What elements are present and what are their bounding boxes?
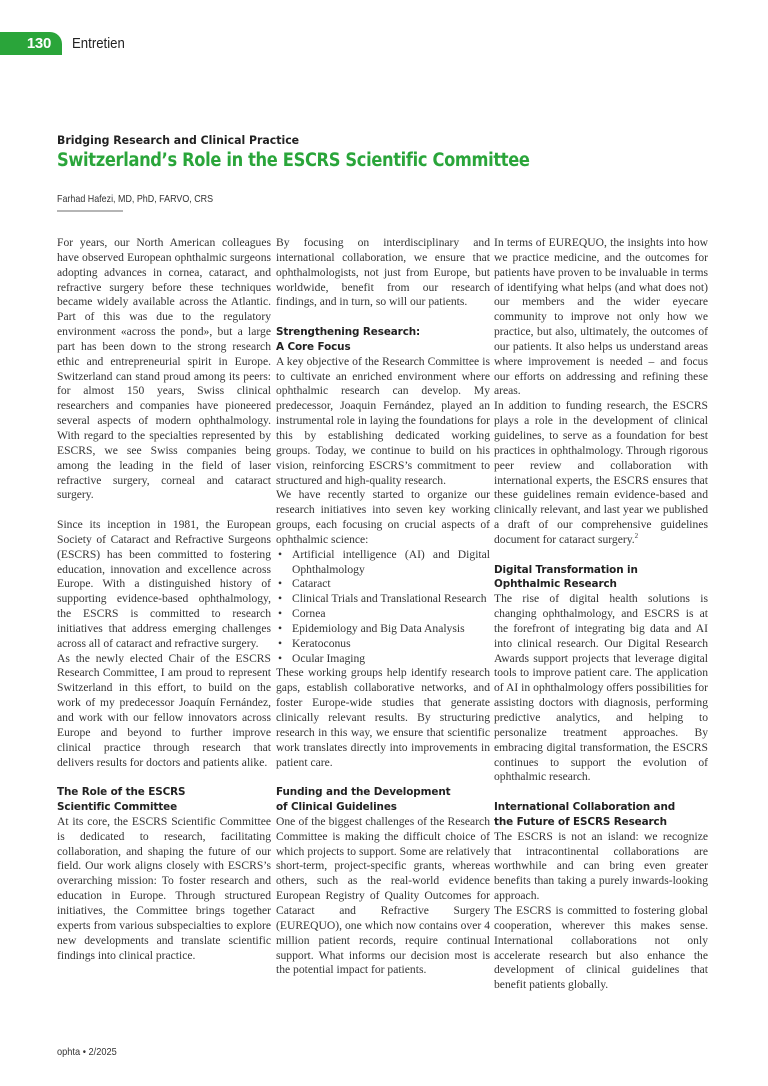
list-item: • Artificial intelligence (AI) and Digital Ophthalmology xyxy=(278,547,490,576)
list-item: • Ocular Imaging xyxy=(278,651,366,665)
article-author: Farhad Hafezi, MD, PhD, FARVO, CRS xyxy=(57,193,214,205)
subheading-line: Strengthening Research: xyxy=(276,326,421,339)
subheading-line: International Collaboration and xyxy=(494,801,676,814)
bullet-icon: • xyxy=(278,651,283,665)
paragraph-with-reference: In addition to funding research, the ESCRS plays a role in the development of clinical guidelines, to serve as a foundation for best practices in ophthalmology. Through rigorous peer review and collaboration with international experts, the ESCRS ensures that these guidelines remain evidence-based and clinically relevant, and last year we published a draft of our comprehensive guidelines document for cataract surgery.$^2$ xyxy=(494,399,708,546)
working-groups-list xyxy=(276,548,490,667)
paragraph: One of the biggest challenges of the Research Committee is making the difficult choice of which projects to support. Some are relatively short-term, project-specific grants, whereas others, such as the real-world evidence European Registry of Quality Outcomes for Cataract and Refractive Surgery (EUREQUO), one which now contains over 4 million patient records, require continual support. What informs our decision most is the potential impact for patients. xyxy=(276,814,490,977)
paragraph: Since its inception in 1981, the European Society of Cataract and Refractive Surgeons (ESCRS) has been committed to fostering education, innovation and excellence across Europe. With a distinguished history of supporting evidence-based ophthalmology, the ESCRS is committed to research initiatives that address emerging challenges across all of cataract and refractive surgery. xyxy=(57,518,271,650)
list-item: • Cataract xyxy=(278,577,331,591)
paragraph: In terms of EUREQUO, the insights into how we practice medicine, and the outcomes for patients have proven to be invaluable in terms of identifying what helps (and what does not) our members and the wider eyecare community to improve not only how we practice, but also, ultimately, the outcomes of our patients. It also helps us understand areas where improvement is needed – and focus our efforts on addressing and refining these areas. xyxy=(494,236,708,398)
paragraph: At its core, the ESCRS Scientific Committee is dedicated to research, facilitating collaboration, and shaping the future of our field. Our work aligns closely with ESCRS’s overarching mission: To foster research and education in Europe. Through structured initiatives, the Committee brings together experts from various subspecialties to explore new developments and translate scientific findings into clinical practice. xyxy=(57,814,271,962)
column-1 xyxy=(57,236,271,963)
bullet-icon: • xyxy=(278,621,283,635)
bullet-icon: • xyxy=(278,607,283,621)
article-kicker: Bridging Research and Clinical Practice xyxy=(57,133,300,147)
subheading-line: A Core Focus xyxy=(276,340,351,353)
subheading-line: Scientific Committee xyxy=(57,801,178,814)
subheading-line: the Future of ESCRS Research xyxy=(494,815,667,828)
page-footer: ophta • 2/2025 xyxy=(57,1046,117,1058)
subheading-digital-transformation xyxy=(494,563,708,593)
subheading-role-of-escrs xyxy=(57,785,271,815)
paragraph: By focusing on interdisciplinary and international collaboration, we ensure that ophthalmologists, not just from Europe, but worldwide, benefit from our research findings, and in turn, so will our patients. xyxy=(276,236,490,309)
paragraph: The rise of digital health solutions is changing ophthalmology, and ESCRS is at the forefront of integrating big data and AI into clinical research. Our Digital Research Awards support projects that leverage digital tools to improve patient care. The application of AI in ophthalmology offers possibilities for assisting doctors with diagnosis, performing predictive analytics, and helping to personalize treatment approaches. By embracing digital transformation, the ESCRS continues to support the evolution of ophthalmic research. xyxy=(494,592,708,784)
list-item: • Cornea xyxy=(278,607,326,621)
list-item: • Clinical Trials and Translational Research xyxy=(278,592,487,606)
bullet-icon: • xyxy=(278,636,283,650)
section-label: Entretien xyxy=(72,35,125,52)
subheading-strengthening-research xyxy=(276,325,490,355)
subheading-international-collaboration xyxy=(494,800,708,830)
page-number: 130 xyxy=(26,35,51,52)
paragraph: These working groups help identify research gaps, establish collaborative networks, and foster Europe-wide studies that generate clinically relevant results. By structuring research in this way, we ensure that scientific work translates directly into improvements in patient care. xyxy=(276,666,490,769)
author-divider xyxy=(57,210,123,212)
column-2 xyxy=(276,236,490,978)
bullet-icon: • xyxy=(278,577,283,591)
paragraph: As the newly elected Chair of the ESCRS Research Committee, I am proud to represent Switzerland in this effort, to build on the work of my predecessor Joaquín Fernández, and work with our fellow innovators across Europe and beyond to further improve clinical practice through research that delivers results for doctors and patients alike. xyxy=(57,651,271,769)
subheading-line: Ophthalmic Research xyxy=(494,578,617,591)
paragraph: For years, our North American colleagues have observed European ophthalmic surgeons adopting advances in cornea, cataract, and refractive surgery before these techniques became widely available across the Atlantic. Part of this was due to the regulatory environment «across the pond», but a large part has been down to the strong research ethic and entrepreneurial spirit in Europe. Switzerland can stand proud among its peers: for almost 150 years, Swiss clinical researchers and companies have pioneered several aspects of modern ophthalmology. With regard to the specialties represented by ESCRS, we see Swiss companies being among the leading in the field of laser refractive surgery, corneal and cataract surgery. xyxy=(57,236,271,502)
bullet-icon: • xyxy=(278,547,283,561)
paragraph: We have recently started to organize our research initiatives into seven key working groups, each focusing on crucial aspects of ophthalmic science: xyxy=(276,488,490,546)
page-number-tab xyxy=(0,32,62,55)
paragraph: The ESCRS is not an island: we recognize that intracontinental collaborations are worthwhile and can bring even greater benefits than taking a purely inwards-looking approach. xyxy=(494,829,708,903)
reference-marker: 2 xyxy=(634,532,639,541)
paragraph: The ESCRS is committed to fostering global cooperation, wherever this makes sense. International collaborations not only accelerate research but also enhance the development of clinical guidelines that benefit patients globally. xyxy=(494,903,708,992)
subheading-line: of Clinical Guidelines xyxy=(276,801,397,814)
article-title: Switzerland’s Role in the ESCRS Scientific Committee xyxy=(57,150,530,171)
paragraph: A key objective of the Research Committee is to cultivate an enriched environment where ophthalmic research can develop. My predecessor, Joaquin Fernández, played an instrumental role in laying the foundations for this by establishing dedicated working groups. Today, we continue to build on his vision, reinforcing ESCRS’s commitment to structured and high-quality research. xyxy=(276,354,490,487)
list-item: • Epidemiology and Big Data Analysis xyxy=(278,621,465,635)
subheading-line: Digital Transformation in xyxy=(494,563,638,576)
bullet-icon: • xyxy=(278,592,283,606)
column-3 xyxy=(494,236,708,993)
subheading-line: Funding and the Development xyxy=(276,786,451,799)
subheading-line: The Role of the ESCRS xyxy=(57,786,186,799)
subheading-funding xyxy=(276,785,490,815)
list-item: • Keratoconus xyxy=(278,636,351,650)
